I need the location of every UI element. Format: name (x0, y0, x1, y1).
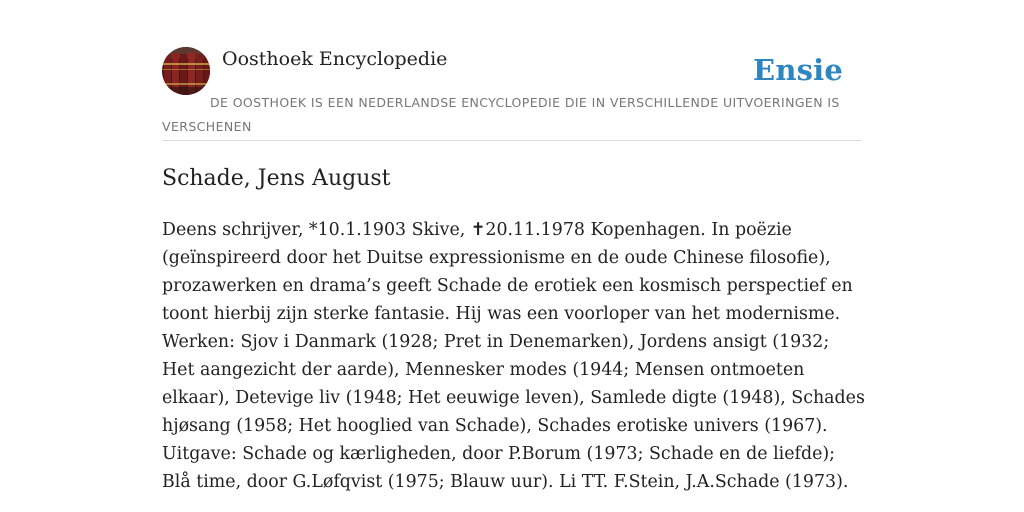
source-description: DE OOSTHOEK IS EEN NEDERLANDSE ENCYCLOPEDIE DIE IN VERSCHILLENDE UITVOERINGEN IS VERSCHENEN (162, 95, 840, 134)
article-title: Schade, Jens August (162, 166, 391, 191)
article-body: Deens schrijver, *10.1.1903 Skive, ✝20.11.1978 Kopenhagen. In poëzie (geïnspireerd door het Duitse expressionisme en de oude Chinese filosofie), prozawerken en drama’s geeft Schade de erotiek een kosmisch perspectief en toont hierbij zijn sterke fantasie. Hij was een voorloper van het modernisme. Werken: Sjov i Danmark (1928; Pret in Denemarken), Jordens ansigt (1932; Het aangezicht der aarde), Mennesker modes (1944; Mensen ontmoeten elkaar), Detevige liv (1948; Het eeuwige leven), Samlede digte (1948), Schades hjøsang (1958; Het hooglied van Schade), Schades erotiske univers (1967). Uitgave: Schade og kærligheden, door P.Borum (1973; Schade en de liefde); Blå time, door G.Løfqvist (1975; Blauw uur). Li TT. F.Stein, J.A.Schade (1973). (162, 220, 865, 492)
source-name[interactable]: Oosthoek Encyclopedie (222, 48, 448, 70)
encyclopedia-books-icon[interactable] (162, 47, 210, 95)
source-header (162, 46, 862, 141)
ensie-logo-link[interactable]: Ensie (753, 53, 843, 87)
